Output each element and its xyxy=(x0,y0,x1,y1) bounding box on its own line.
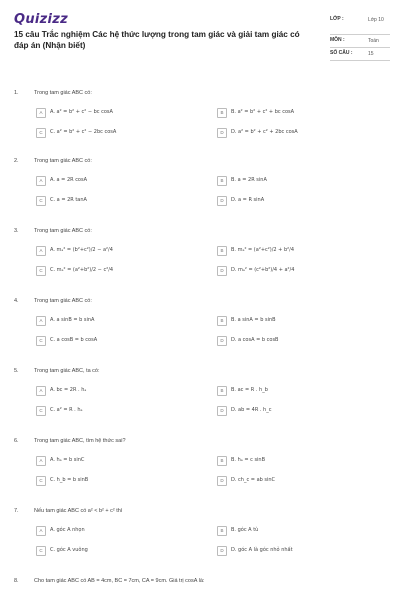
answer-option-b[interactable] xyxy=(217,108,387,118)
answer-option-d[interactable] xyxy=(217,336,387,346)
option-text: B. ac = R . h_b xyxy=(231,387,268,393)
answer-option-c[interactable] xyxy=(36,546,206,556)
option-text: D. mₐ² = (c²+b²)/4 + a²/4 xyxy=(231,267,295,273)
answer-option-d[interactable] xyxy=(217,406,387,416)
answer-option-a[interactable] xyxy=(36,108,206,118)
answer-option-a[interactable] xyxy=(36,176,206,186)
meta-value: Toán xyxy=(368,38,379,44)
option-letter-box[interactable]: B xyxy=(217,456,227,466)
option-letter-box[interactable]: C xyxy=(36,128,46,138)
worksheet-header xyxy=(0,0,400,75)
option-text: C. a² = R . hₐ xyxy=(50,407,83,413)
option-text: A. hₐ = b sinC xyxy=(50,457,85,463)
question-text: Trong tam giác ABC có: xyxy=(34,158,92,164)
question-text: Trong tam giác ABC có: xyxy=(34,90,92,96)
answer-option-a[interactable] xyxy=(36,386,206,396)
option-text: C. a² = b² + c² − 2bc cosA xyxy=(50,129,117,135)
option-text: B. a sinA = b sinB xyxy=(231,317,276,323)
question-text: Cho tam giác ABC có AB = 4cm, BC = 7cm, CA = 9cm. Giá trị cosA là: xyxy=(34,578,205,584)
option-text: C. h_b = b sinB xyxy=(50,477,89,483)
answer-option-d[interactable] xyxy=(217,266,387,276)
option-letter-box[interactable]: D xyxy=(217,406,227,416)
question-number: 4. xyxy=(14,298,19,304)
option-letter-box[interactable]: D xyxy=(217,196,227,206)
option-letter-box[interactable]: B xyxy=(217,316,227,326)
option-letter-box[interactable]: A xyxy=(36,386,46,396)
question-number: 6. xyxy=(14,438,19,444)
meta-row-count xyxy=(330,48,390,61)
question-number: 5. xyxy=(14,368,19,374)
option-text: D. góc A là góc nhỏ nhất xyxy=(231,547,293,553)
option-text: D. a cosA = b cosB xyxy=(231,337,279,343)
option-text: D. ab = 4R . h_c xyxy=(231,407,272,413)
option-letter-box[interactable]: B xyxy=(217,176,227,186)
question-text: Nếu tam giác ABC có a² < b² + c² thì xyxy=(34,508,123,514)
worksheet-title: 15 câu Trắc nghiệm Các hệ thức lượng trong tam giác và giải tam giác có đáp án (Nhận biết) xyxy=(14,30,300,50)
option-letter-box[interactable]: A xyxy=(36,176,46,186)
option-text: C. a cosB = b cosA xyxy=(50,337,98,343)
option-text: B. hₐ = c sinB xyxy=(231,457,266,463)
question-text: Trong tam giác ABC có: xyxy=(34,228,92,234)
meta-row-subject xyxy=(330,35,390,48)
answer-option-a[interactable] xyxy=(36,456,206,466)
option-letter-box[interactable]: C xyxy=(36,476,46,486)
meta-label: LỚP : xyxy=(330,16,344,22)
quizizz-logo: Quizizz xyxy=(14,12,69,27)
option-letter-box[interactable]: C xyxy=(36,196,46,206)
option-text: C. a = 2R tanA xyxy=(50,197,87,203)
meta-value: 15 xyxy=(368,51,374,57)
question-number: 1. xyxy=(14,90,19,96)
option-text: B. góc A tù xyxy=(231,527,259,533)
meta-row-class xyxy=(330,14,390,35)
option-letter-box[interactable]: D xyxy=(217,266,227,276)
option-text: A. a² = b² + c² − bc cosA xyxy=(50,109,113,115)
meta-panel xyxy=(330,14,390,61)
option-text: A. mₐ² = (b²+c²)/2 − a²/4 xyxy=(50,247,113,253)
option-letter-box[interactable]: D xyxy=(217,476,227,486)
option-letter-box[interactable]: C xyxy=(36,336,46,346)
answer-option-d[interactable] xyxy=(217,196,387,206)
question-text: Trong tam giác ABC, ta có: xyxy=(34,368,100,374)
answer-option-a[interactable] xyxy=(36,526,206,536)
option-letter-box[interactable]: A xyxy=(36,456,46,466)
option-letter-box[interactable]: D xyxy=(217,336,227,346)
question-text: Trong tam giác ABC có: xyxy=(34,298,92,304)
option-letter-box[interactable]: D xyxy=(217,128,227,138)
answer-option-b[interactable] xyxy=(217,456,387,466)
option-letter-box[interactable]: A xyxy=(36,246,46,256)
answer-option-d[interactable] xyxy=(217,128,387,138)
question-number: 7. xyxy=(14,508,19,514)
meta-value: Lớp 10 xyxy=(368,17,384,23)
option-letter-box[interactable]: A xyxy=(36,108,46,118)
answer-option-b[interactable] xyxy=(217,526,387,536)
option-letter-box[interactable]: B xyxy=(217,526,227,536)
option-text: C. góc A vuông xyxy=(50,547,88,553)
option-letter-box[interactable]: B xyxy=(217,108,227,118)
question-text: Trong tam giác ABC, tìm hệ thức sai? xyxy=(34,438,126,444)
option-text: B. a = 2R sinA xyxy=(231,177,267,183)
answer-option-a[interactable] xyxy=(36,316,206,326)
question-number: 3. xyxy=(14,228,19,234)
option-text: A. a sinB = b sinA xyxy=(50,317,95,323)
answer-option-a[interactable] xyxy=(36,246,206,256)
option-text: D. a = R sinA xyxy=(231,197,265,203)
answer-option-c[interactable] xyxy=(36,196,206,206)
option-letter-box[interactable]: B xyxy=(217,386,227,396)
question-number: 8. xyxy=(14,578,19,584)
option-text: A. góc A nhọn xyxy=(50,527,85,533)
meta-label: MÔN : xyxy=(330,37,345,43)
option-text: A. a = 2R cosA xyxy=(50,177,88,183)
answer-option-d[interactable] xyxy=(217,476,387,486)
answer-option-c[interactable] xyxy=(36,336,206,346)
answer-option-b[interactable] xyxy=(217,386,387,396)
option-letter-box[interactable]: D xyxy=(217,546,227,556)
answer-option-b[interactable] xyxy=(217,176,387,186)
option-text: C. mₐ² = (a²+b²)/2 − c²/4 xyxy=(50,267,114,273)
answer-option-c[interactable] xyxy=(36,406,206,416)
option-text: D. a² = b² + c² + 2bc cosA xyxy=(231,129,298,135)
question-number: 2. xyxy=(14,158,19,164)
option-letter-box[interactable]: A xyxy=(36,526,46,536)
option-letter-box[interactable]: C xyxy=(36,266,46,276)
answer-option-d[interactable] xyxy=(217,546,387,556)
option-letter-box[interactable]: A xyxy=(36,316,46,326)
option-text: B. mₐ² = (a²+c²)/2 + b²/4 xyxy=(231,247,295,253)
option-letter-box[interactable]: C xyxy=(36,406,46,416)
answer-option-c[interactable] xyxy=(36,266,206,276)
answer-option-c[interactable] xyxy=(36,128,206,138)
option-text: A. bc = 2R . hₐ xyxy=(50,387,87,393)
answer-option-c[interactable] xyxy=(36,476,206,486)
meta-label: SỐ CÂU : xyxy=(330,50,353,56)
option-text: D. ch_c = ab sinC xyxy=(231,477,276,483)
option-text: B. a² = b² + c² + bc cosA xyxy=(231,109,295,115)
answer-option-b[interactable] xyxy=(217,246,387,256)
option-letter-box[interactable]: B xyxy=(217,246,227,256)
answer-option-b[interactable] xyxy=(217,316,387,326)
option-letter-box[interactable]: C xyxy=(36,546,46,556)
